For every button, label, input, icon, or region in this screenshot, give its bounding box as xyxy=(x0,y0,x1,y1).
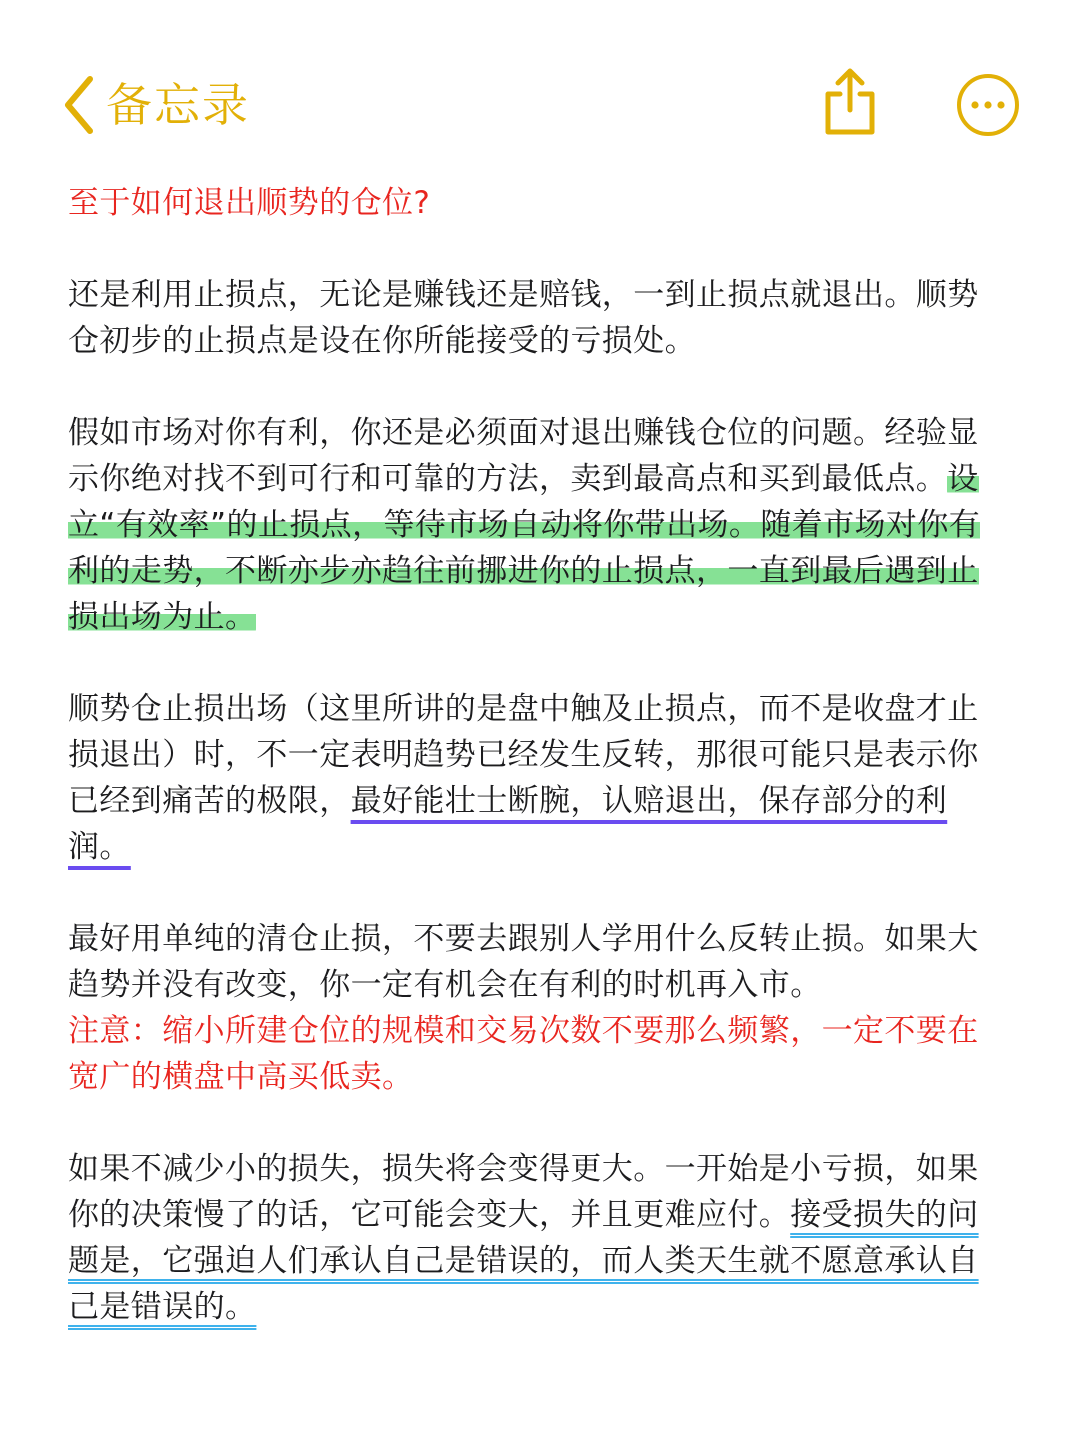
paragraph-exit-profit xyxy=(68,410,1003,640)
green-highlight-text: 设立“有效率”的止损点，等待市场自动将你带出场。随着市场对你有利的走势，不断亦步亦趋往前挪进你的止损点，一直到最后遇到止损出场为止。 xyxy=(68,461,981,635)
back-button[interactable] xyxy=(62,70,250,140)
note-heading: 至于如何退出顺势的仓位? xyxy=(68,185,431,221)
paragraph-trend-exit xyxy=(68,686,1003,870)
warning-text: 注意：缩小所建仓位的规模和交易次数不要那么频繁，一定不要在宽广的横盘中高买低卖。 xyxy=(68,1013,979,1095)
paragraph-losses-text: 如果不减少小的损失，损失将会变得更大。一开始是小亏损，如果你的决策慢了的话，它可能会变大，并且更难应付。 xyxy=(68,1151,979,1233)
chevron-left-icon xyxy=(62,75,96,135)
more-icon xyxy=(955,72,1021,138)
share-button[interactable] xyxy=(820,66,880,138)
paragraph-stop-loss: 还是利用止损点，无论是赚钱还是赔钱，一到止损点就退出。顺势仓初步的止损点是设在你所能接受的亏损处。 xyxy=(68,277,979,359)
back-label: 备忘录 xyxy=(106,78,250,132)
paragraph-trend-exit-text: 顺势仓止损出场（这里所讲的是盘中触及止损点，而不是收盘才止损退出）时，不一定表明趋势已经发生反转，那很可能只是表示你已经到痛苦的极限， xyxy=(68,691,979,819)
paragraph-simple-stop: 最好用单纯的清仓止损，不要去跟别人学用什么反转止损。如果大趋势并没有改变，你一定有机会在有利的时机再入市。 xyxy=(68,921,979,1003)
blue-underline-text: 接受损失的问题是，它强迫人们承认自己是错误的，而人类天生就不愿意承认自己是错误的。 xyxy=(68,1197,979,1325)
paragraph-exit-profit-text: 假如市场对你有利，你还是必须面对退出赚钱仓位的问题。经验显示你绝对找不到可行和可靠的方法，卖到最高点和买到最低点。 xyxy=(68,415,979,497)
share-icon xyxy=(820,66,880,138)
note-body[interactable] xyxy=(68,180,1003,1376)
paragraph-losses xyxy=(68,1146,1003,1330)
more-button[interactable] xyxy=(955,72,1021,138)
purple-underline-text: 最好能壮士断腕，认赔退出，保存部分的利润。 xyxy=(68,783,948,865)
nav-bar xyxy=(0,0,1080,160)
